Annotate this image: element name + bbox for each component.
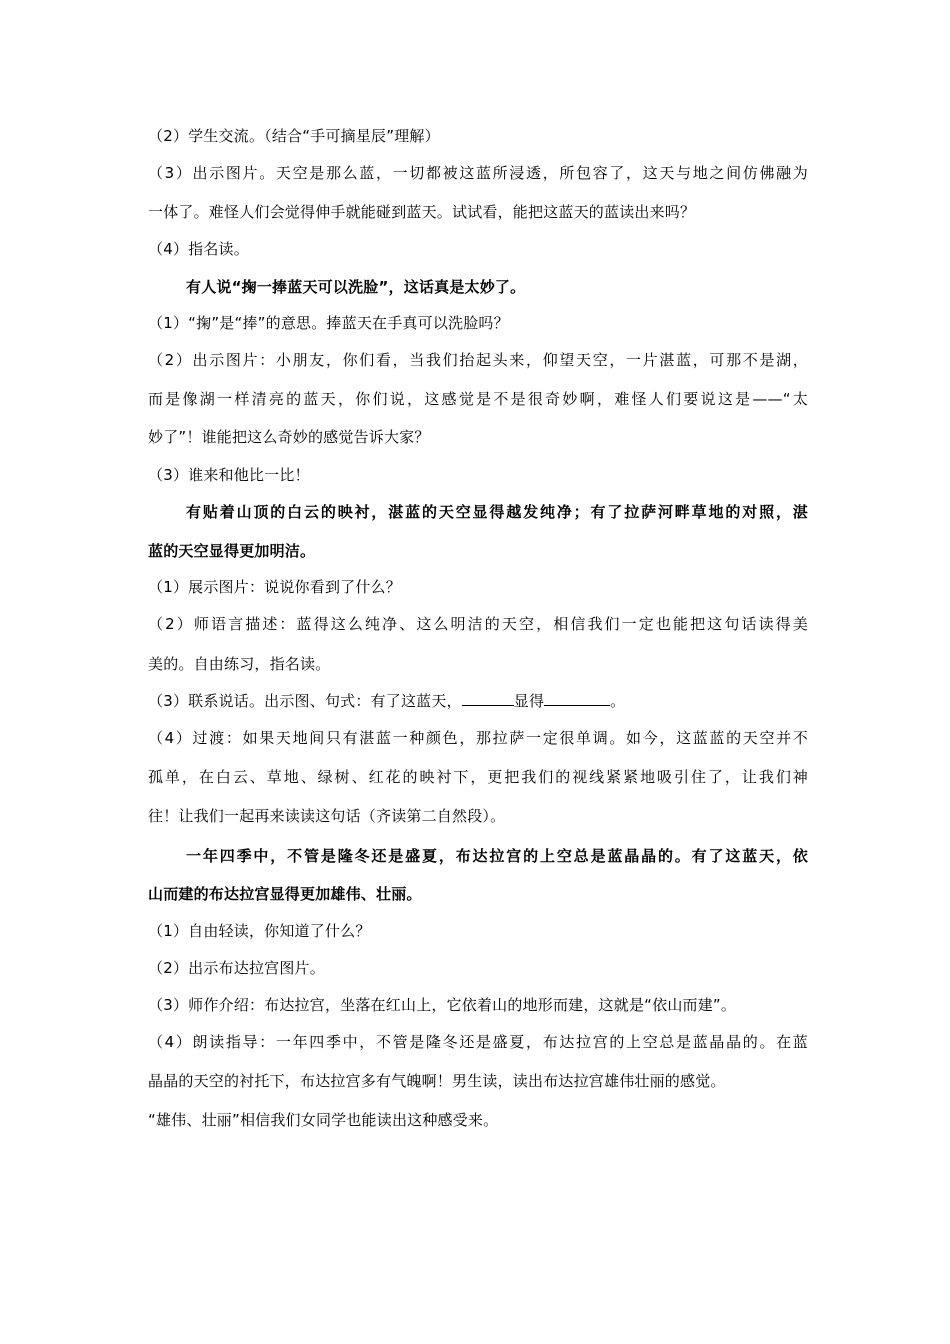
fill-in-sentence-line xyxy=(148,691,808,711)
paragraph-line: 而是像湖一样清亮的蓝天，你们说，这感觉是不是很奇妙啊，难怪人们要说这是——“太 xyxy=(148,390,808,408)
paragraph-line: （3）出示图片。天空是那么蓝，一切都被这蓝所浸透，所包容了，这天与地之间仿佛融为 xyxy=(148,164,808,182)
paragraph-line: （1）自由轻读，你知道了什么？ xyxy=(148,922,371,940)
sentence-prefix: （3）联系说话。出示图、句式：有了这蓝天， xyxy=(148,692,462,710)
paragraph-line: （2）学生交流。（结合“手可摘星辰”理解） xyxy=(148,127,440,145)
paragraph-line: （3）谁来和他比一比！ xyxy=(148,466,310,484)
paragraph-line: （4）指名读。 xyxy=(148,240,249,258)
paragraph-line: （2）出示图片：小朋友，你们看，当我们抬起头来，仰望天空，一片湛蓝，可那不是湖， xyxy=(148,351,808,369)
paragraph-line: 美的。自由练习，指名读。 xyxy=(148,655,331,673)
blank-underline xyxy=(544,691,610,706)
paragraph-line: 妙了”！谁能把这么奇妙的感觉告诉大家？ xyxy=(148,428,430,446)
paragraph-line: （1）展示图片：说说你看到了什么？ xyxy=(148,578,401,596)
paragraph-line: （4）朗读指导：一年四季中，不管是隆冬还是盛夏，布达拉宫的上空总是蓝晶晶的。在蓝 xyxy=(148,1033,808,1051)
paragraph-line: （1）“掬”是“捧”的意思。捧蓝天在手真可以洗脸吗？ xyxy=(148,314,509,332)
paragraph-line: 一体了。难怪人们会觉得伸手就能碰到蓝天。试试看，能把这蓝天的蓝读出来吗？ xyxy=(148,203,696,221)
paragraph-line: 往！让我们一起再来读读这句话（齐读第二自然段）。 xyxy=(148,807,506,825)
paragraph-line: 孤单，在白云、草地、绿树、红花的映衬下，更把我们的视线紧紧地吸引住了，让我们神 xyxy=(148,768,808,786)
sentence-end: 。 xyxy=(610,692,626,710)
bold-heading-line: 蓝的天空显得更加明洁。 xyxy=(148,542,316,560)
paragraph-line: （2）出示布达拉宫图片。 xyxy=(148,959,325,977)
paragraph-line: （2）师语言描述：蓝得这么纯净、这么明洁的天空，相信我们一定也能把这句话读得美 xyxy=(148,615,808,633)
paragraph-line: （4）过渡：如果天地间只有湛蓝一种颜色，那拉萨一定很单调。如今，这蓝蓝的天空并不 xyxy=(148,729,808,747)
bold-heading-line: 有人说“掬一捧蓝天可以洗脸”，这话真是太妙了。 xyxy=(186,278,526,296)
bold-heading-line: 一年四季中，不管是隆冬还是盛夏，布达拉宫的上空总是蓝晶晶的。有了这蓝天，依 xyxy=(186,847,808,865)
blank-underline xyxy=(462,691,514,706)
paragraph-line: “雄伟、壮丽”相信我们女同学也能读出这种感受来。 xyxy=(148,1111,499,1129)
paragraph-line: 晶晶的天空的衬托下，布达拉宫多有气魄啊！男生读，读出布达拉宫雄伟壮丽的感觉。 xyxy=(148,1072,726,1090)
bold-heading-line: 有贴着山顶的白云的映衬，湛蓝的天空显得越发纯净；有了拉萨河畔草地的对照，湛 xyxy=(186,503,808,521)
bold-heading-line: 山而建的布达拉宫显得更加雄伟、壮丽。 xyxy=(148,885,422,903)
paragraph-line: （3）师作介绍：布达拉宫，坐落在红山上，它依着山的地形而建，这就是“依山而建”。 xyxy=(148,996,737,1014)
sentence-middle: 显得 xyxy=(513,692,545,710)
